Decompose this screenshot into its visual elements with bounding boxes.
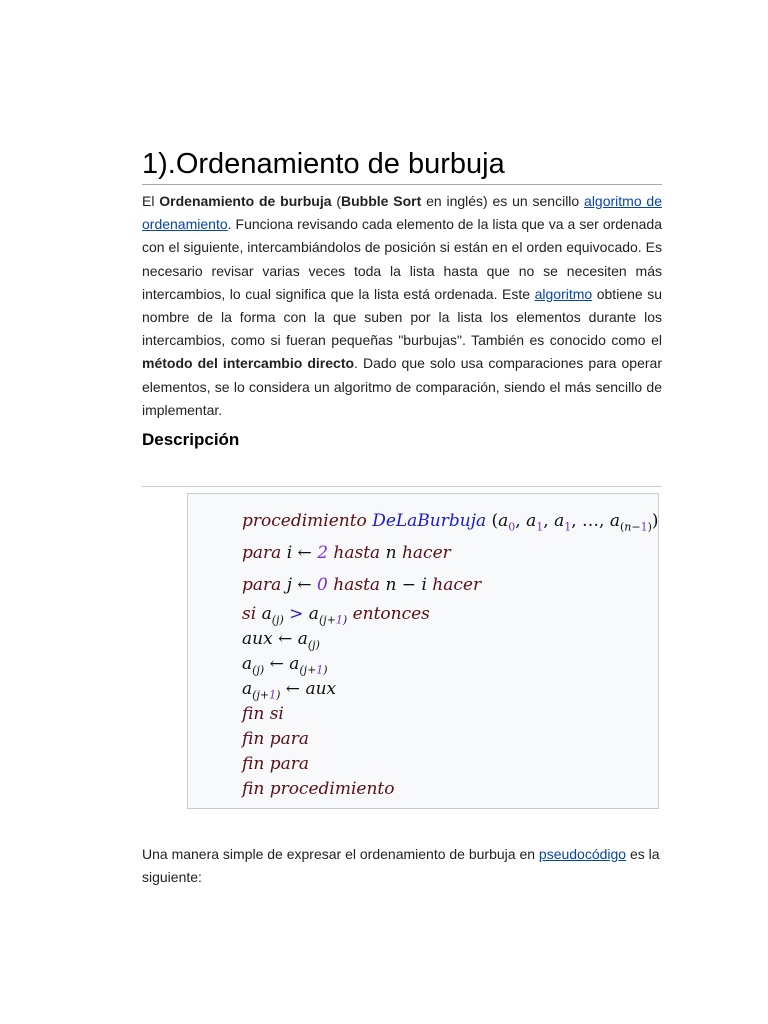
arrow: ←	[297, 543, 312, 563]
pseudocode-line-2	[242, 538, 659, 570]
keyword: para	[242, 543, 282, 563]
pseudocode-line-8	[242, 702, 659, 727]
keyword: si	[242, 604, 257, 624]
keyword: hacer	[401, 543, 451, 563]
keyword: hacer	[432, 575, 482, 595]
number: 2	[317, 543, 329, 563]
arrow: ←	[297, 575, 312, 595]
variable: i	[286, 543, 293, 563]
variable: aux	[242, 629, 273, 649]
outro-paragraph	[142, 843, 662, 889]
expression: $a_{(j+1)}$	[289, 654, 328, 677]
intro-text: (	[331, 193, 341, 209]
outro-text: Una manera simple de expresar el ordenamiento de burbuja en	[142, 846, 539, 862]
pseudocode-line-3	[242, 570, 659, 602]
arrow: ←	[278, 629, 293, 649]
pseudocode-line-1	[242, 506, 659, 538]
intro-text: . Funciona revisando cada elemento de la lista que va a ser ordenada con el siguiente, intercambiándolos de posición si están en el orden equivocado. Es necesario revisar varias veces toda la lista hasta que no se necesiten más intercambios, lo cual significa que la lista está ordenada. Este	[142, 216, 662, 302]
arrow: ←	[285, 679, 301, 699]
arrow: ←	[269, 654, 284, 674]
variable: aux	[305, 679, 337, 699]
expression: $a_{(j)}$	[242, 654, 265, 677]
intro-text: en inglés) es un sencillo	[421, 193, 585, 209]
keyword: fin si	[242, 704, 284, 724]
link-algoritmo[interactable]: algoritmo	[534, 285, 593, 302]
procedure-name: DeLaBurbuja	[372, 511, 487, 531]
intro-text: . Dado que solo usa comparaciones para operar elementos, se lo considera un algoritmo de comparación, siendo el más sencillo de implementar.	[142, 355, 662, 418]
pseudocode-image	[187, 493, 659, 809]
section-divider	[142, 486, 662, 487]
number: 0	[317, 575, 328, 595]
pseudocode-line-6	[242, 652, 659, 677]
pseudocode-line-11	[242, 777, 659, 802]
keyword: fin para	[242, 754, 309, 774]
keyword: hasta	[333, 575, 381, 595]
keyword: fin procedimiento	[242, 779, 395, 799]
keyword: procedimiento	[242, 511, 367, 531]
pseudocode-line-10	[242, 752, 659, 777]
keyword: entonces	[352, 604, 430, 624]
pseudocode-line-7	[242, 677, 659, 702]
intro-bold-alt-name: método del intercambio directo	[142, 355, 355, 372]
expression: n − i	[385, 575, 427, 595]
page-title: 1).Ordenamiento de burbuja	[142, 146, 662, 185]
intro-bold-english: Bubble Sort	[340, 193, 422, 209]
variable: j	[286, 575, 292, 595]
expression: $a_{(j)}$	[297, 629, 320, 652]
expression: $a_{(j+1)}$	[242, 679, 281, 702]
link-pseudocodigo[interactable]: pseudocódigo	[538, 846, 627, 862]
pseudocode-line-4	[242, 602, 659, 627]
expression: $a_{(j)}$	[261, 604, 284, 627]
pseudocode-lines	[242, 506, 659, 802]
intro-bold-term: Ordenamiento de burbuja	[159, 193, 332, 209]
pseudocode-line-5	[242, 627, 659, 652]
link-algoritmo-de-ordenamiento[interactable]: algoritmo de ordenamiento	[142, 193, 663, 233]
variable: n	[385, 543, 397, 563]
outro-text: es la siguiente:	[142, 846, 660, 885]
operator: >	[289, 604, 304, 624]
intro-text: obtiene su nombre de la forma con la que suben por la lista los elementos durante los intercambios, como si fueran pequeñas "burbujas". También es conocido como el	[142, 285, 663, 349]
intro-paragraph	[142, 190, 662, 422]
expression: $a_{(j+1)}$	[308, 604, 348, 627]
keyword: para	[242, 575, 282, 595]
keyword: hasta	[333, 543, 381, 563]
intro-text: El	[142, 193, 160, 209]
keyword: fin para	[242, 729, 309, 749]
section-heading-descripcion: Descripción	[142, 430, 240, 449]
param-list: ($a_0$, $a_1$, $a_1$, …, $a_{(n-1)}$)	[491, 511, 659, 534]
pseudocode-line-9	[242, 727, 659, 752]
